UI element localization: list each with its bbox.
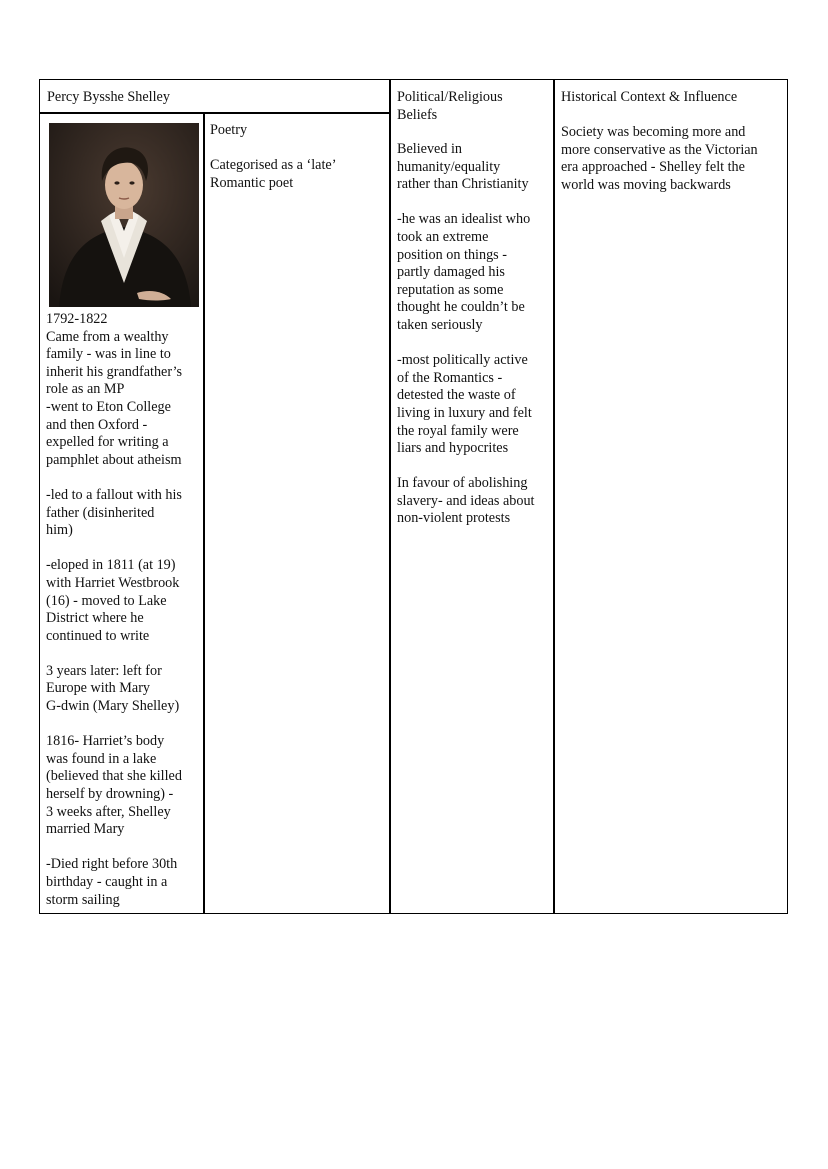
- page-title: Percy Bysshe Shelley: [47, 89, 170, 105]
- divider-col-3: [553, 80, 555, 913]
- biography-text: 1792-1822 Came from a wealthy family - was in line to inherit his grandfather’s role as an MP -went to Eton College and then Oxford - expelled for writing a pamphlet about atheism -led to a fallout with his father (disinherited him) -eloped in 1811 (at 19) with Harriet Westbrook (16) - moved to Lake District where he continued to write 3 years later: left for Europe with Mary G-dwin (Mary Shelley) 1816- Harriet’s body was found in a lake (believed that she killed herself by drowning) - 3 weeks after, Shelley married Mary -Died right before 30th birthday - caught in a storm sailing: [46, 311, 183, 908]
- poetry-text: Categorised as a ‘late’ Romantic poet: [210, 157, 337, 191]
- notes-table: [39, 79, 788, 914]
- divider-title-row: [40, 112, 390, 114]
- portrait-image: [49, 123, 199, 307]
- poetry-heading: Poetry: [210, 122, 248, 138]
- divider-col-2: [389, 80, 391, 913]
- divider-col-1: [203, 113, 205, 913]
- historical-heading: Historical Context & Influence: [561, 89, 738, 105]
- political-text: Believed in humanity/equality rather than Christianity -he was an idealist who took an extreme position on things - partly damaged his reputation as some thought he couldn’t be taken seriously -most politically active of the Romantics - detested the waste of living in luxury and felt the royal family were liars and hypocrites In favour of abolishing slavery- and ideas about non-violent protests: [397, 141, 535, 527]
- political-heading: Political/Religious Beliefs: [397, 89, 503, 123]
- historical-text: Society was becoming more and more conservative as the Victorian era approached - Shelley felt the world was moving backwards: [561, 124, 758, 193]
